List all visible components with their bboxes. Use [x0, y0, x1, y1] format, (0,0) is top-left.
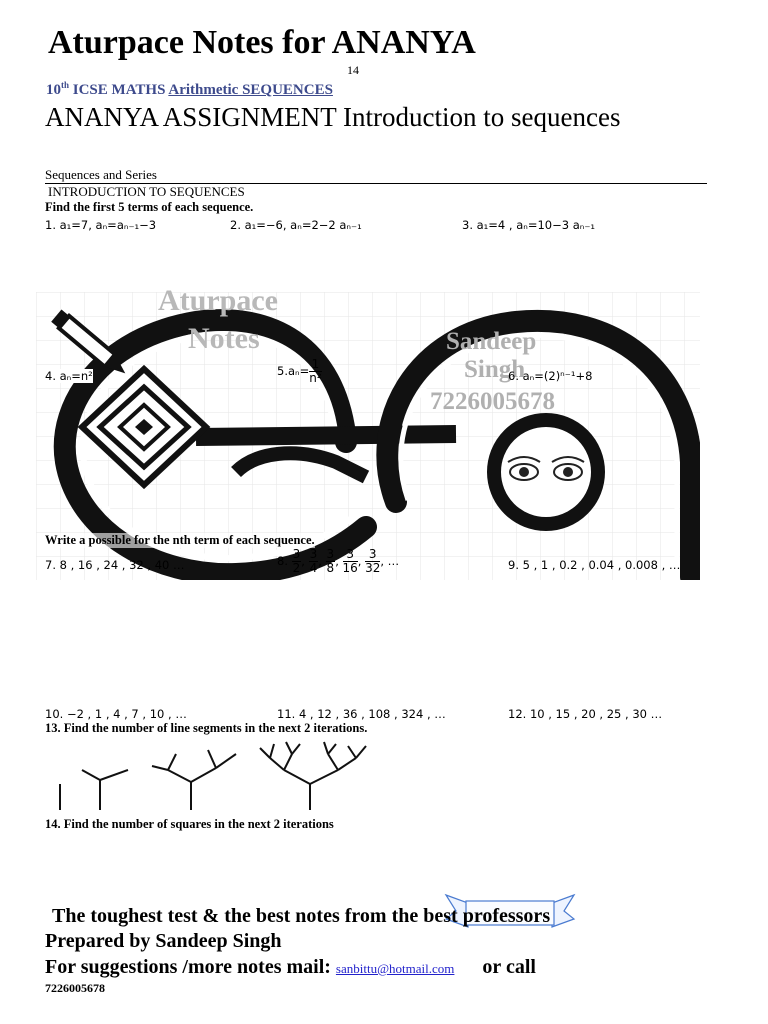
subtitle [46, 80, 333, 99]
question-14: 14. Find the number of squares in the next 2 iterations [45, 817, 334, 831]
footer-contact-suffix: or call [482, 956, 536, 978]
problem-5 [277, 358, 322, 385]
footer-tagline: The toughest test & the best notes from the best professors [52, 905, 551, 927]
watermark-text-1: Aturpace [158, 284, 278, 317]
problem-2: 2. a₁=−6, aₙ=2−2 aₙ₋₁ [230, 218, 362, 232]
document-title: Aturpace Notes for ANANYA [48, 24, 476, 61]
fraction-2 [309, 548, 319, 575]
footer-phone: 7226005678 [45, 981, 105, 995]
problem-7: 7. 8 , 16 , 24 , 32 , 40 … [45, 558, 185, 572]
fraction-denominator: 4 [309, 561, 318, 575]
watermark-text-2: Notes [188, 322, 260, 355]
assignment-title: ANANYA ASSIGNMENT Introduction to sequences [45, 102, 621, 132]
page-number: 14 [347, 63, 359, 77]
problem-10: 10. −2 , 1 , 4 , 7 , 10 , … [45, 707, 187, 721]
subsection-label: INTRODUCTION TO SEQUENCES [48, 184, 245, 199]
fraction-denominator: 8 [326, 561, 335, 575]
instruction-part1: Find the first 5 terms of each sequence. [45, 200, 254, 214]
problem-12: 12. 10 , 15 , 20 , 25 , 30 … [508, 707, 663, 721]
problem-9: 9. 5 , 1 , 0.2 , 0.04 , 0.008 , … [508, 558, 681, 572]
fraction-numerator: 1 [309, 358, 321, 372]
problem-5-lhs: aₙ= [287, 364, 310, 378]
fraction-denominator: 2 [292, 561, 301, 575]
problem-11: 11. 4 , 12 , 36 , 108 , 324 , … [277, 707, 446, 721]
tree-iterations-graphic [48, 740, 378, 816]
course: ICSE MATHS [69, 82, 169, 98]
fraction-denominator: n² [309, 371, 322, 385]
footer-contact-prefix: For suggestions /more notes mail: [45, 956, 336, 978]
problem-8-tail: , … [380, 554, 400, 568]
problem-8: 8. $\frac{3}{2}$ , $\frac{3}{4}$ , $\frac{3}{8}$ , $\frac{3}{16}$ , $\frac{3}{32}$ , … [277, 547, 400, 575]
watermark-phone: 7226005678 [430, 388, 555, 415]
problem-5-fraction [309, 358, 321, 385]
fraction-4 [343, 548, 358, 575]
fraction-numerator: 3 [343, 548, 358, 562]
footer-author: Prepared by Sandeep Singh [45, 930, 282, 952]
email-link[interactable]: sanbittu@hotmail.com [335, 961, 455, 976]
fraction-denominator: 16 [342, 561, 358, 575]
fraction-denominator: 32 [365, 561, 381, 575]
problem-4: 4. aₙ=n² [45, 369, 93, 383]
fraction-1 [292, 548, 302, 575]
problem-5-number: 5. [277, 364, 288, 378]
fraction-5 [365, 548, 380, 575]
fraction-3 [326, 548, 336, 575]
section-label: Sequences and Series [45, 167, 157, 182]
instruction-part2: Write a possible for the nth term of each sequence. [45, 533, 315, 547]
grade: 10 [46, 82, 61, 98]
question-13: 13. Find the number of line segments in the next 2 iterations. [45, 721, 368, 735]
problem-1: 1. a₁=7, aₙ=aₙ₋₁−3 [45, 218, 157, 232]
topic: Arithmetic SEQUENCES [168, 82, 333, 98]
fraction-numerator: 3 [292, 547, 301, 561]
watermark-name-2: Singh [464, 356, 526, 383]
problem-3: 3. a₁=4 , aₙ=10−3 aₙ₋₁ [462, 218, 596, 232]
fraction-numerator: 3 [326, 547, 335, 561]
watermark-name-1: Sandeep [446, 328, 537, 355]
fraction-numerator: 3 [309, 547, 318, 561]
footer-contact [45, 956, 536, 979]
grade-suffix: th [61, 80, 70, 90]
fraction-numerator: 3 [365, 548, 380, 562]
problem-8-number: 8. [277, 554, 288, 568]
problem-6: 6. aₙ=(2)ⁿ⁻¹+8 [508, 369, 593, 383]
tree-iterations-figure [48, 740, 378, 821]
